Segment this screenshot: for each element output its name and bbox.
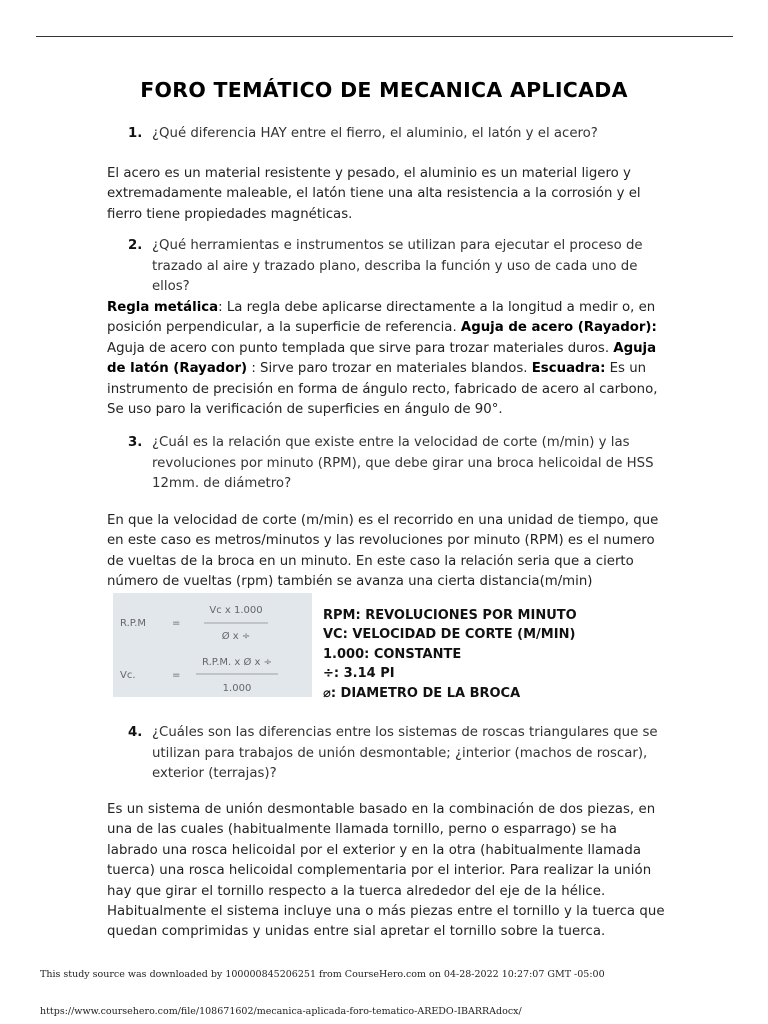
question-number: 4. [128,725,143,740]
question-number: 3. [128,435,143,450]
formula-vc-numerator: R.P.M. x Ø x ÷ [201,657,273,668]
question-text: ¿Cuáles son las diferencias entre los sistemas de roscas triangulares que se utilizan para trabajos de unión desmontable; ¿interior (machos de roscar), exterior (terrajas)? [152,725,658,781]
download-notice: This study source was downloaded by 100000845206251 from CourseHero.com on 04-28-2022 10:27:07 GMT -05:00 [40,969,605,980]
legend-item: ⌀: DIAMETRO DE LA BROCA [323,685,521,701]
formula-rpm-numerator: Vc x 1.000 [209,605,263,616]
formula-vc-denominator: 1.000 [222,683,252,694]
source-url[interactable]: https://www.coursehero.com/file/108671602/mecanica-aplicada-foro-tematico-AREDO-IBARRAdocx/ [40,1006,522,1017]
answer-1: El acero es un material resistente y pesado, el aluminio es un material ligero y extremadamente maleable, el latón tiene una alta resistencia a la corrosión y el fierro tiene propiedades magnéticas. [107,166,641,222]
legend-item: ÷: 3.14 PI [323,666,395,682]
term-escuadra: Escuadra: [531,361,606,377]
question-4 [128,723,672,785]
answer-2 [107,298,667,420]
question-text: ¿Cuál es la relación que existe entre la velocidad de corte (m/min) y las revoluciones por minuto (RPM), que debe girar una broca helicoidal de HSS 12mm. de diámetro? [152,435,654,491]
term-aguja-acero-desc: Aguja de acero con punto templada que sirve para trozar materiales duros. [107,340,614,356]
formula-vc-label: Vc. [120,670,136,681]
legend-item: RPM: REVOLUCIONES POR MINUTO [323,608,577,623]
question-number: 1. [128,126,143,141]
formula-rpm-denominator: Ø x ÷ [221,631,251,642]
formula-legend [323,606,577,703]
formula-equals: = [172,670,181,681]
legend-item: VC: VELOCIDAD DE CORTE (M/MIN) [323,627,576,643]
answer-4: Es un sistema de unión desmontable basado en la combinación de dos piezas, en una de las cuales (habitualmente llamada tornillo, perno o esparrago) se ha labrado una rosca helicoidal por el exterior y en la otra (habitualmente llamada tuerca) una rosca helicoidal complementaria por el interior. Para realizar la unión hay que girar el tornillo respecto a la tuerca alrededor del eje de la hélice. Habitualmente el sistema incluye una o más piezas entre el tornillo y la tuerca que quedan comprimidas y unidas entre sial apretar el tornillo sobre la tuerca. [107,802,665,940]
top-rule [36,36,733,37]
question-number: 2. [128,238,143,253]
term-aguja-acero: Aguja de acero (Rayador): [460,320,657,336]
question-2 [128,236,672,298]
question-text: ¿Qué herramientas e instrumentos se utilizan para ejecutar el proceso de trazado al aire y trazado plano, describa la función y uso de cada uno de ellos? [152,238,643,294]
formula-rpm-label: R.P.M [120,618,147,629]
question-3 [128,433,672,495]
term-aguja-laton-desc: : Sirve paro trozar en materiales blandos. [247,361,532,377]
formula-box [113,593,312,697]
formula-equals: = [172,618,181,629]
formula-diagram [113,593,312,697]
term-regla-metalica-desc: : La regla debe aplicarse directamente a la longitud a medir o, en posición perpendicular, a la superficie de referencia. [107,300,656,336]
term-aguja-laton: Aguja de latón (Rayador) [107,340,657,377]
question-1 [128,124,672,145]
term-escuadra-desc: Es un instrumento de precisión en forma de ángulo recto, fabricado de acero al carbono, Se uso paro la verificación de superficies en ángulo de 90°. [107,361,658,418]
legend-item: 1.000: CONSTANTE [323,646,462,662]
document-title: FORO TEMÁTICO DE MECANICA APLICADA [140,78,628,102]
term-regla-metalica: Regla metálica [107,300,219,315]
answer-3: En que la velocidad de corte (m/min) es el recorrido en una unidad de tiempo, que en este caso es metros/minutos y las revoluciones por minuto (RPM) es el numero de vueltas de la broca en un minuto. En este caso la relación seria que a cierto número de vueltas (rpm) también se avanza una cierta distancia(m/min) [107,513,659,590]
question-text: ¿Qué diferencia HAY entre el fierro, el aluminio, el latón y el acero? [152,126,598,141]
